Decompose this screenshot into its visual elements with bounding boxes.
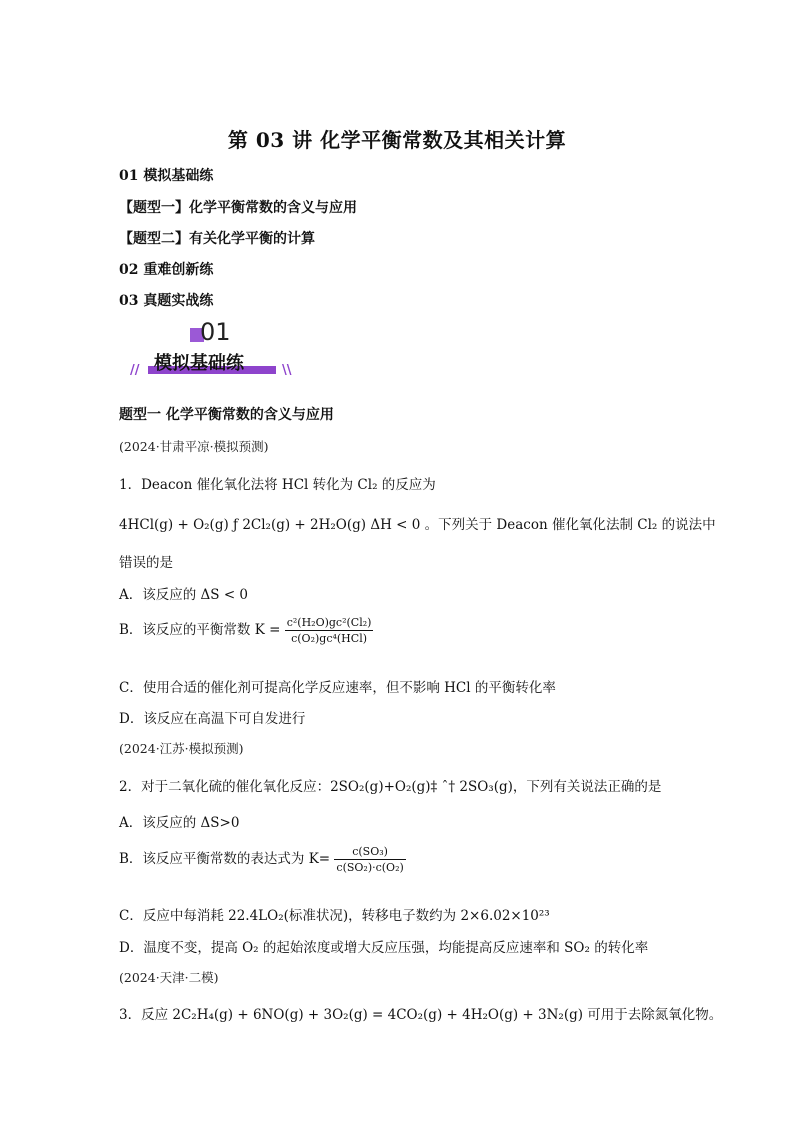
q2-option-b-prefix: B．该反应平衡常数的表达式为 K= <box>119 851 331 867</box>
badge-label: 模拟基础练 <box>154 353 244 374</box>
q2-option-c: C．反应中每消耗 22.4LO₂(标准状况)，转移电子数约为 2×6.02×10²³ <box>119 908 550 924</box>
q1-equation: 4HCl(g) + O₂(g) ƒ 2Cl₂(g) + 2H₂O(g) ΔH < 0 。下列关于 Deacon 催化氧化法制 Cl₂ 的说法中 <box>119 517 716 533</box>
q2-option-d: D．温度不变，提高 O₂ 的起始浓度或增大反应压强，均能提高反应速率和 SO₂ 的转化率 <box>119 940 649 956</box>
q1-option-a: A．该反应的 ΔS < 0 <box>119 587 249 603</box>
q1-option-c: C．使用合适的催化剂可提高化学反应速率，但不影响 HCl 的平衡转化率 <box>119 680 556 696</box>
q2-stem: 2．对于二氧化硫的催化氧化反应：2SO₂(g)+O₂(g)‡ ˆ† 2SO₃(g)，下列有关说法正确的是 <box>119 779 662 795</box>
section-badge <box>128 318 298 384</box>
badge-number: 01 <box>200 318 231 346</box>
toc-item-2: 【题型一】化学平衡常数的含义与应用 <box>119 200 357 216</box>
q1-k-numerator: c²(H₂O)gc²(Cl₂) <box>286 616 372 629</box>
q2-option-b <box>119 845 406 874</box>
q1-stem-end: 错误的是 <box>119 555 173 571</box>
q1-option-b <box>119 616 373 645</box>
q2-k-denominator: c(SO₂)·c(O₂) <box>336 861 404 874</box>
q2-option-a: A．该反应的 ΔS>0 <box>119 815 240 831</box>
q2-k-numerator: c(SO₃) <box>334 845 405 860</box>
toc-item-3: 【题型二】有关化学平衡的计算 <box>119 231 315 247</box>
toc-item-1: 01 模拟基础练 <box>119 168 214 184</box>
q1-source: (2024·甘肃平凉·模拟预测) <box>119 439 269 454</box>
section-heading: 题型一 化学平衡常数的含义与应用 <box>119 407 334 423</box>
q1-option-d: D．该反应在高温下可自发进行 <box>119 711 306 727</box>
q2-source: (2024·江苏·模拟预测) <box>119 741 244 756</box>
q3-source: (2024·天津·二模) <box>119 970 219 985</box>
q1-stem: 1．Deacon 催化氧化法将 HCl 转化为 Cl₂ 的反应为 <box>119 477 436 493</box>
toc-item-4: 02 重难创新练 <box>119 262 214 278</box>
q1-option-b-prefix: B．该反应的平衡常数 K = <box>119 622 281 638</box>
q1-k-denominator: c(O₂)gc⁴(HCl) <box>291 632 368 645</box>
page-title: 第 03 讲 化学平衡常数及其相关计算 <box>227 128 567 152</box>
toc-item-5: 03 真题实战练 <box>119 293 214 309</box>
q2-k-fraction <box>334 845 405 874</box>
q1-k-fraction <box>285 616 374 645</box>
badge-left-mark: // <box>130 363 140 378</box>
badge-right-mark: \\ <box>282 363 292 378</box>
q3-stem: 3．反应 2C₂H₄(g) + 6NO(g) + 3O₂(g) = 4CO₂(g) + 4H₂O(g) + 3N₂(g) 可用于去除氮氧化物。 <box>119 1007 723 1023</box>
